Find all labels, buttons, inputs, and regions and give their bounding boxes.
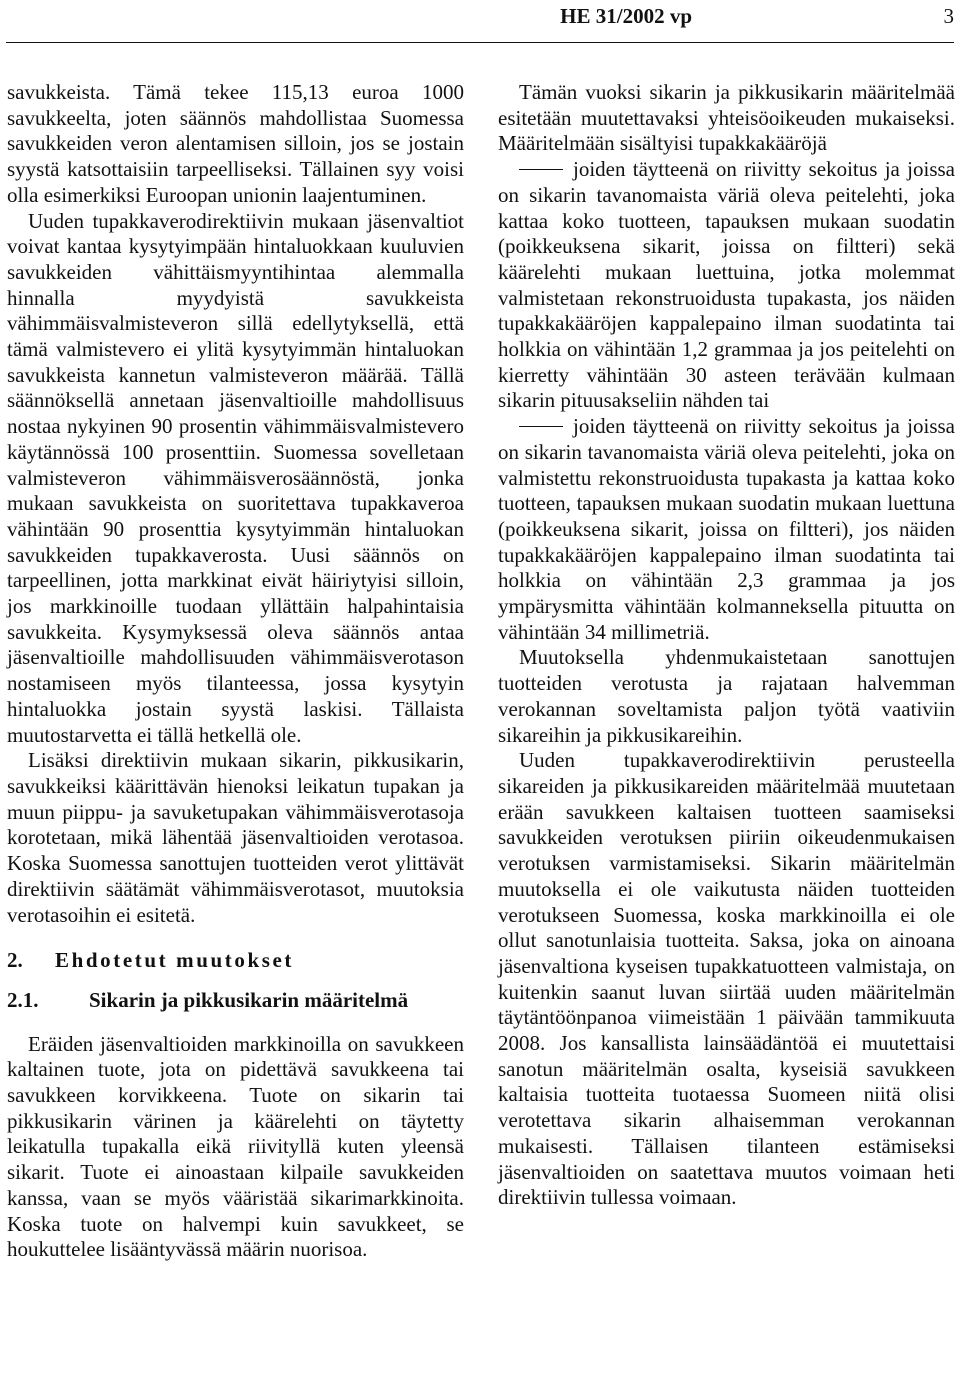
paragraph-cigar-like-product: Eräiden jäsenvaltioiden markkinoilla on savukkeen kaltainen tuote, jota on pidettävä savukkeena tai savukkeen korvikkeena. Tuote on sikarin tai pikkusikarin värinen ja käärelehti on täytetty leikatulla tupakalla eikä riivityllä kuten yleensä sikarit. Tuote ei ainoastaan kilpaile savukkeiden kanssa, vaan se myös vääristää sikarimarkkinoita. Koska tuote on halvempi kuin savukkeet, se houkuttelee lisääntyvässä määrin nuorisoa. (7, 1031, 464, 1262)
right-column (498, 80, 955, 1211)
paragraph-new-directive: Uuden tupakkaverodirektiivin perusteella sikareiden ja pikkusikareiden määritelmää muutetaan erään savukkeen kaltaisen tuotteen saamiseksi savukkeiden verotuksen piiriin oikeudenmukaisen verotuksen varmistamiseksi. Sikarin määritelmän muutoksella ei ole vaikutusta näiden tuotteiden verotukseen Suomessa, koska markkinoilla ei ole ollut sanotunlaisia tuotteita. Saksa, joka on ainoana jäsenvaltiona kyseisen tupakkatuotteen valmistaja, on kuitenkin saanut luvan siirtää uuden määritelmän täytäntöönpanoa viimeistään 1 päivään tammikuuta 2008. Jos kansallista lainsäädäntöä ei muutettaisi sanotun määritelmän osalta, kyseisiä savukkeen kaltaisia tuotteita tuotaessa Suomeen niitä olisi verotettava sikarin alhaisemman verokannan mukaisesti. Tällaisen tilanteen estämiseksi jäsenvaltioiden on saatettava muutos voimaan heti direktiivin tullessa voimaan. (498, 748, 955, 1210)
page-number: 3 (943, 4, 954, 28)
paragraph-continuation: savukkeista. Tämä tekee 115,13 euroa 1000 savukkeelta, joten säännös mahdollistaa Suomessa savukkeiden veron alentamisen silloin, jos se jostain syystä katsottaisiin tarpeelliseksi. Tällainen syy voisi olla esimerkiksi Euroopan unionin laajentuminen. (7, 80, 464, 207)
em-dash (519, 169, 563, 170)
subsection-title: Sikarin ja pikkusikarin määritelmä (89, 987, 409, 1012)
definition-item-2-text: joiden täytteenä on riivitty sekoitus ja joissa on sikarin tavanomaista väriä oleva peitelehti, joka on valmistettu rekonstruoidusta tupakasta ja kattaa koko tuotteen, tapauksen mukaan suodatin mukaan luettuna (poikkeuksena sikarit, joissa on filtteri), jos näiden tupakkakääröjen kappalepaino ilman suodatinta tai holkkia on vähintään 2,3 grammaa ja jos ympärysmitta vähintään kolmanneksella pituutta on vähintään 34 millimetriä. (498, 414, 955, 644)
section-heading (7, 948, 464, 974)
em-dash (519, 426, 563, 427)
document-id: HE 31/2002 vp (560, 4, 692, 28)
section-title: Ehdotetut muutokset (55, 948, 295, 973)
definition-item-1-text: joiden täytteenä on riivitty sekoitus ja joissa on sikarin tavanomaista väriä oleva peitelehti, joka kattaa koko tuotteen, tapauksen mukaan suodatin (poikkeuksena sikarit, joissa on filtteri) sekä käärelehti mukaan luettuina, jotka molemmat valmistetaan rekonstruoidusta tupakasta, jos näiden tupakkakääröjen kappalepaino ilman suodatinta tai holkkia on vähintään 1,2 grammaa ja jos peitelehti on kierretty vähintään 30 asteen terävään kulmaan sikarin pituusakseliin nähden tai (498, 157, 955, 413)
paragraph-harmonisation: Muutoksella yhdenmukaistetaan sanottujen tuotteiden verotusta ja rajataan halvemman verokannan soveltamista paljon työtä vaativiin sikareihin ja pikkusikareihin. (498, 645, 955, 747)
definition-item-1 (498, 157, 955, 414)
paragraph-directive-cigars: Lisäksi direktiivin mukaan sikarin, pikkusikarin, savukkeiksi käärittävän hienoksi leikatun tupakan ja muun piippu- ja savuketupakan vähimmäisverotasoja korotetaan, mikä lähentää jäsenvaltioiden verotasoa. Koska Suomessa sanottujen tuotteiden verot ylittävät direktiivin säätämät vähimmäisverotasot, muutoksia verotasoihin ei esitetä. (7, 748, 464, 927)
page-header (0, 4, 960, 38)
subsection-heading (7, 988, 464, 1014)
subsection-number: 2.1. (7, 987, 39, 1012)
section-number: 2. (7, 948, 23, 973)
paragraph-directive-minimum-tax: Uuden tupakkaverodirektiivin mukaan jäsenvaltiot voivat kantaa kysytyimpään hintaluokkaan kuuluvien savukkeiden vähittäismyyntihintaa alemmalla hinnalla myydyistä savukkeista vähimmäisvalmisteveron sillä edellytyksellä, että tämä valmistevero ei ylitä kysytyimmän hintaluokan savukkeista kannetun valmisteveron määrää. Tällä säännöksellä annetaan jäsenvaltioille mahdollisuus nostaa nykyinen 90 prosentin vähimmäisvalmistevero käytännössä 100 prosenttiin. Suomessa sovelletaan valmisteveron vähimmäisverosäännöstä, jonka mukaan savukkeista on suoritettava tupakkaveroa vähintään 90 prosenttia kysytyimmän hintaluokan savukkeiden tupakkaverosta. Uusi säännös on tarpeellinen, jotta markkinat eivät häiriytyisi silloin, jos markkinoille tuodaan yllättäin halpahintaisia savukkeita. Kysymyksessä oleva säännös antaa jäsenvaltioille mahdollisuuden vähimmäisverotason nostamiseen myös tilanteessa, jossa kysytyin hintaluokka jostain syystä laskisi. Tällaista muutostarvetta ei tällä hetkellä ole. (7, 208, 464, 747)
definition-item-2 (498, 414, 955, 645)
header-rule (6, 42, 954, 43)
paragraph-definition-intro: Tämän vuoksi sikarin ja pikkusikarin määritelmää esitetään muutettavaksi yhteisöoikeuden mukaiseksi. Määritelmään sisältyisi tupakkakääröjä (498, 80, 955, 156)
left-column (7, 80, 464, 1263)
